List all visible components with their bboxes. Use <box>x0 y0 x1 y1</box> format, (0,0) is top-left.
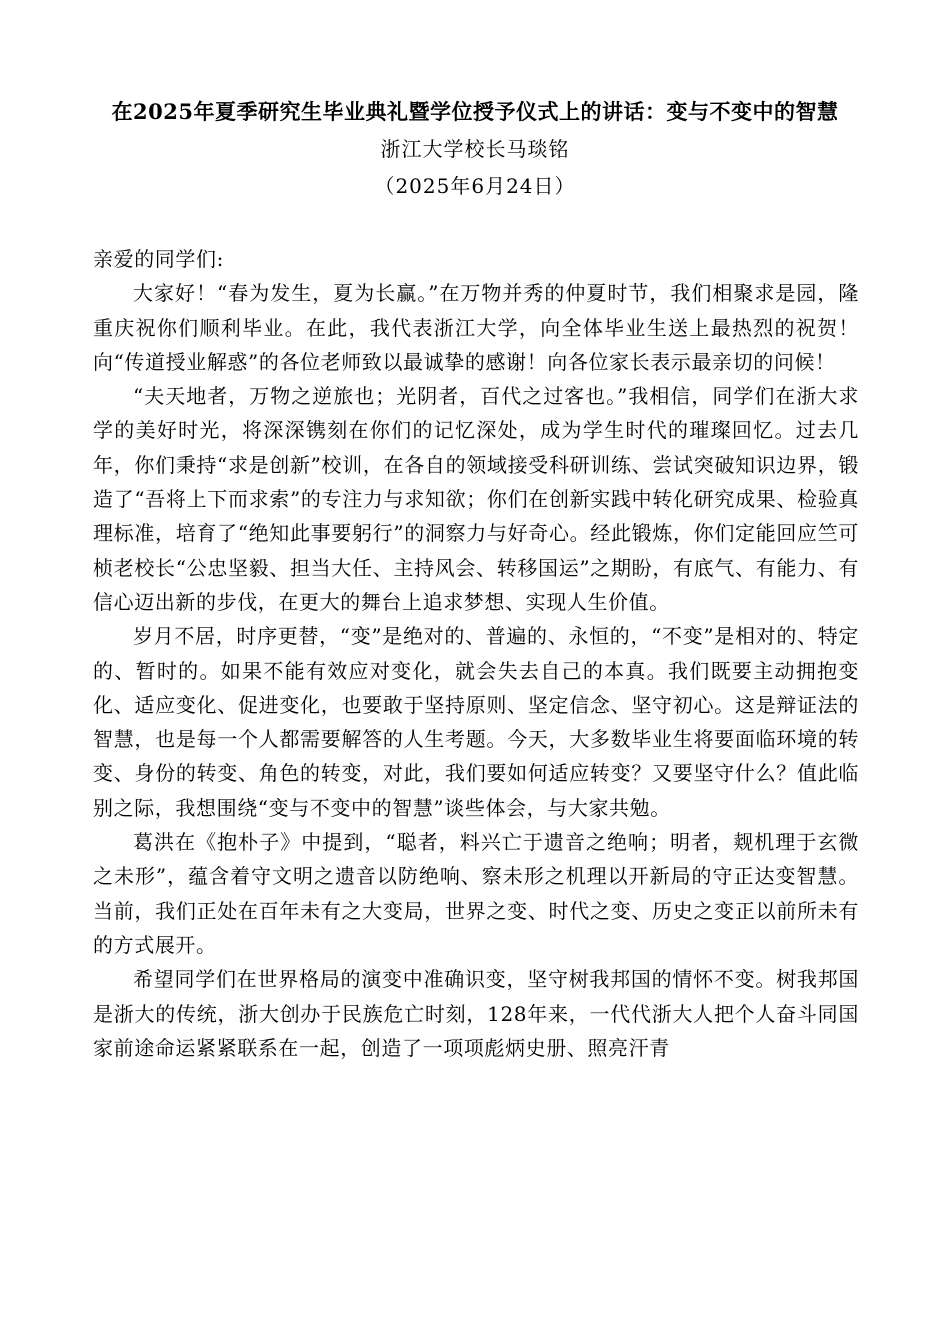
paragraph: 葛洪在《抱朴子》中提到，“聪者，料兴亡于遗音之绝响；明者，觌机理于玄微之未形”，蕴含着守文明之遗音以防绝响、察未形之机理以开新局的守正达变智慧。当前，我们正处在百年未有之大变局，世界之变、时代之变、历史之变正以前所未有的方式展开。 <box>93 830 859 957</box>
document-date: （2025年6月24日） <box>374 174 576 198</box>
paragraph: 希望同学们在世界格局的演变中准确识变，坚守树我邦国的情怀不变。树我邦国是浙大的传统，浙大创办于民族危亡时刻，128年来，一代代浙大人把个人奋斗同国家前途命运紧紧联系在一起，创造了一项项彪炳史册、照亮汗青 <box>93 967 859 1060</box>
document-body <box>93 242 859 1065</box>
paragraph: 岁月不居，时序更替，“变”是绝对的、普遍的、永恒的，“不变”是相对的、特定的、暂时的。如果不能有效应对变化，就会失去自己的本真。我们既要主动拥抱变化、适应变化、促进变化，也要敢于坚持原则、坚定信念、坚守初心。这是辩证法的智慧，也是每一个人都需要解答的人生考题。今天，大多数毕业生将要面临环境的转变、身份的转变、角色的转变，对此，我们要如何适应转变？又要坚守什么？值此临别之际，我想围绕“变与不变中的智慧”谈些体会，与大家共勉。 <box>93 624 859 820</box>
document-title: 在2025年夏季研究生毕业典礼暨学位授予仪式上的讲话：变与不变中的智慧 <box>111 99 839 124</box>
salutation: 亲爱的同学们: <box>93 247 224 271</box>
document-author: 浙江大学校长马琰铭 <box>380 137 570 161</box>
paragraph: “夫天地者，万物之逆旅也；光阴者，百代之过客也。”我相信，同学们在浙大求学的美好时光，将深深镌刻在你们的记忆深处，成为学生时代的璀璨回忆。过去几年，你们秉持“求是创新”校训，在各自的领域接受科研训练、尝试突破知识边界，锻造了“吾将上下而求索”的专注力与求知欲；你们在创新实践中转化研究成果、检验真理标准，培育了“绝知此事要躬行”的洞察力与好奇心。经此锻炼，你们定能回应竺可桢老校长“公忠坚毅、担当大任、主持风会、转移国运”之期盼，有底气、有能力、有信心迈出新的步伐，在更大的舞台上追求梦想、实现人生价值。 <box>93 384 859 614</box>
paragraph: 大家好！“春为发生，夏为长赢。”在万物并秀的仲夏时节，我们相聚求是园，隆重庆祝你们顺利毕业。在此，我代表浙江大学，向全体毕业生送上最热烈的祝贺！向“传道授业解惑”的各位老师致以最诚挚的感谢！向各位家长表示最亲切的问候！ <box>93 281 859 374</box>
